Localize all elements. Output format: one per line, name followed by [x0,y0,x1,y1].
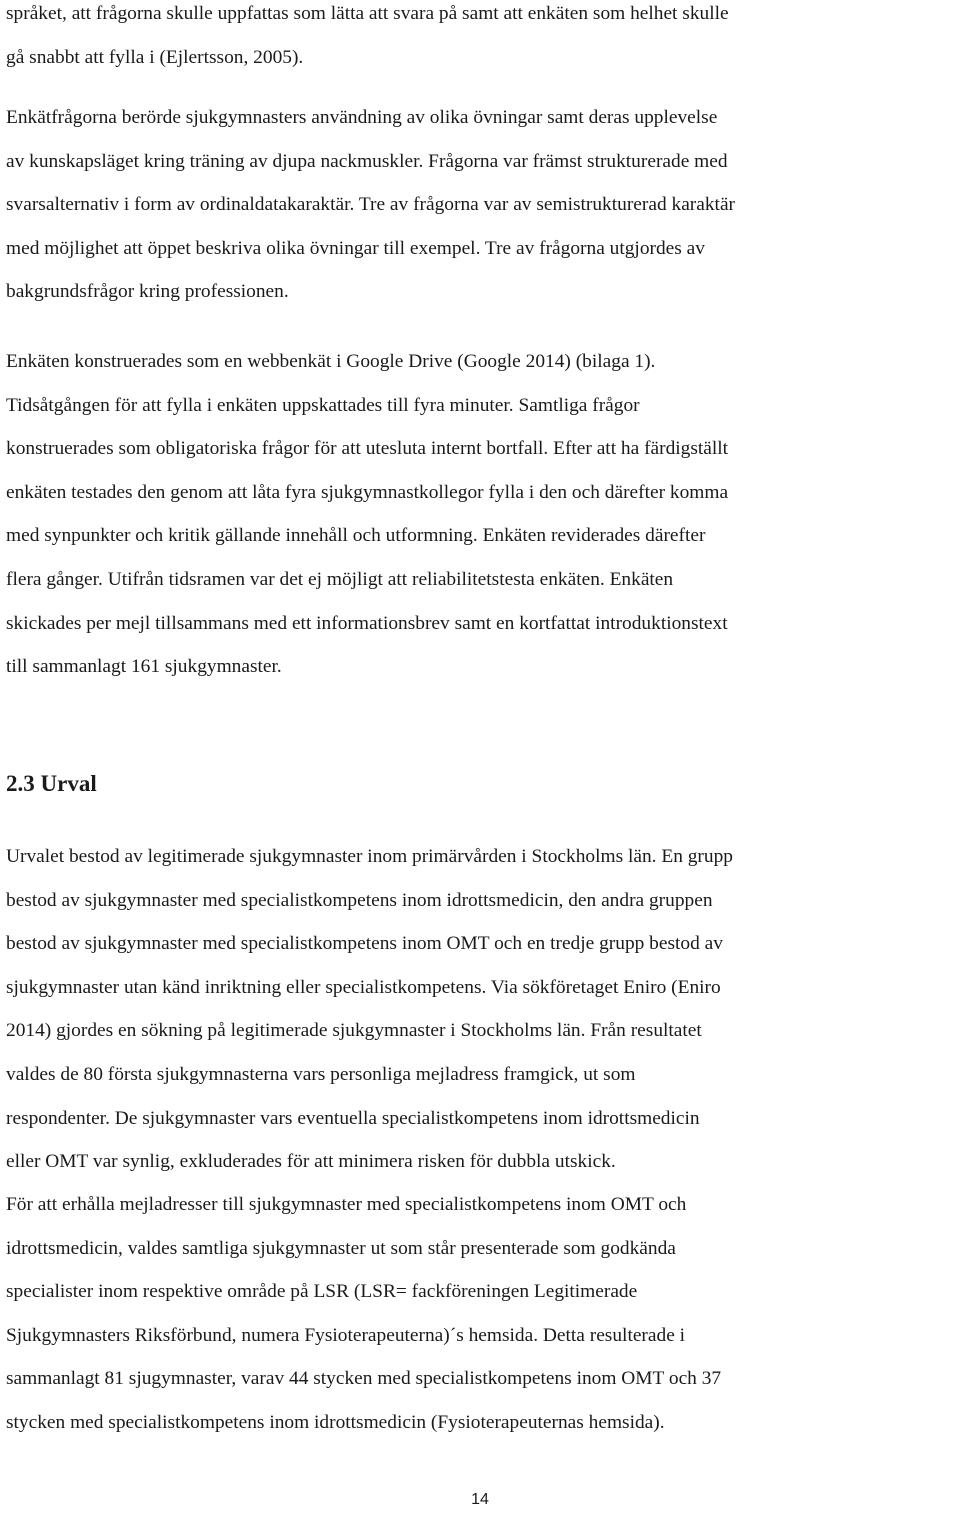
text-line: valdes de 80 första sjukgymnasterna vars personliga mejladress framgick, ut som [6,1063,636,1085]
text-line: Enkätfrågorna berörde sjukgymnasters användning av olika övningar samt deras upplevelse [6,107,718,128]
text-line: sammanlagt 81 sjugymnaster, varav 44 stycken med specialistkompetens inom OMT och 37 [6,1368,722,1390]
text-line: till sammanlagt 161 sjukgymnaster. [6,656,282,678]
text-line: eller OMT var synlig, exkluderades för att minimera risken för dubbla utskick. [6,1151,616,1173]
text-line: flera gånger. Utifrån tidsramen var det ej möjligt att reliabilitetstesta enkäten. Enkäten [6,568,674,590]
text-line: konstruerades som obligatoriska frågor för att utesluta internt bortfall. Efter att ha färdigställt [6,438,729,460]
paragraph-survey-construction [6,340,728,689]
paragraph-survey-questions [6,96,735,314]
text-line: respondenter. De sjukgymnaster vars eventuella specialistkompetens inom idrottsmedicin [6,1107,700,1129]
text-line: av kunskapsläget kring träning av djupa nackmuskler. Frågorna var främst strukturerade med [6,150,728,172]
text-line: stycken med specialistkompetens inom idrottsmedicin (Fysioterapeuternas hemsida). [6,1411,665,1433]
text-line: svarsalternativ i form av ordinaldatakaraktär. Tre av frågorna var av semistrukturerad karaktär [6,194,736,216]
text-line: med möjlighet att öppet beskriva olika övningar till exempel. Tre av frågorna utgjordes av [6,237,705,259]
text-line: språket, att frågorna skulle uppfattas som lätta att svara på samt att enkäten som helhet skulle [6,3,729,24]
text-line: Sjukgymnasters Riksförbund, numera Fysioterapeuterna)´s hemsida. Detta resulterade i [6,1324,686,1346]
text-line: idrottsmedicin, valdes samtliga sjukgymnaster ut som står presenterade som godkända [6,1237,676,1259]
text-line: specialister inom respektive område på LSR (LSR= fackföreningen Legitimerade [6,1281,638,1303]
text-line: skickades per mejl tillsammans med ett informationsbrev samt en kortfattat introduktionstext [6,612,728,634]
section-heading: 2.3 Urval [6,771,97,796]
text-line: För att erhålla mejladresser till sjukgymnaster med specialistkompetens inom OMT och [6,1194,687,1215]
text-line: enkäten testades den genom att låta fyra sjukgymnastkollegor fylla i den och därefter komma [6,481,729,503]
text-line: 2014) gjordes en sökning på legitimerade sjukgymnaster i Stockholms län. Från resultatet [6,1020,702,1042]
paragraph-intro-continued [6,0,729,79]
paragraph-email-addresses [6,1183,721,1445]
text-line: Tidsåtgången för att fylla i enkäten uppskattades till fyra minuter. Samtliga frågor [6,394,640,416]
paragraph-selection [6,835,733,1184]
text-line: bakgrundsfrågor kring professionen. [6,281,289,303]
text-line: Enkäten konstruerades som en webbenkät i Google Drive (Google 2014) (bilaga 1). [6,351,656,372]
text-line: bestod av sjukgymnaster med specialistkompetens inom idrottsmedicin, den andra gruppen [6,889,713,911]
text-line: bestod av sjukgymnaster med specialistkompetens inom OMT och en tredje grupp bestod av [6,933,723,955]
text-line: med synpunkter och kritik gällande innehåll och utformning. Enkäten reviderades därefter [6,525,706,547]
text-line: gå snabbt att fylla i (Ejlertsson, 2005). [6,46,304,68]
text-line: Urvalet bestod av legitimerade sjukgymnaster inom primärvården i Stockholms län. En grupp [6,846,733,867]
text-line: sjukgymnaster utan känd inriktning eller specialistkompetens. Via sökföretaget Eniro (Eniro [6,976,721,998]
page-number: 14 [471,1491,489,1508]
